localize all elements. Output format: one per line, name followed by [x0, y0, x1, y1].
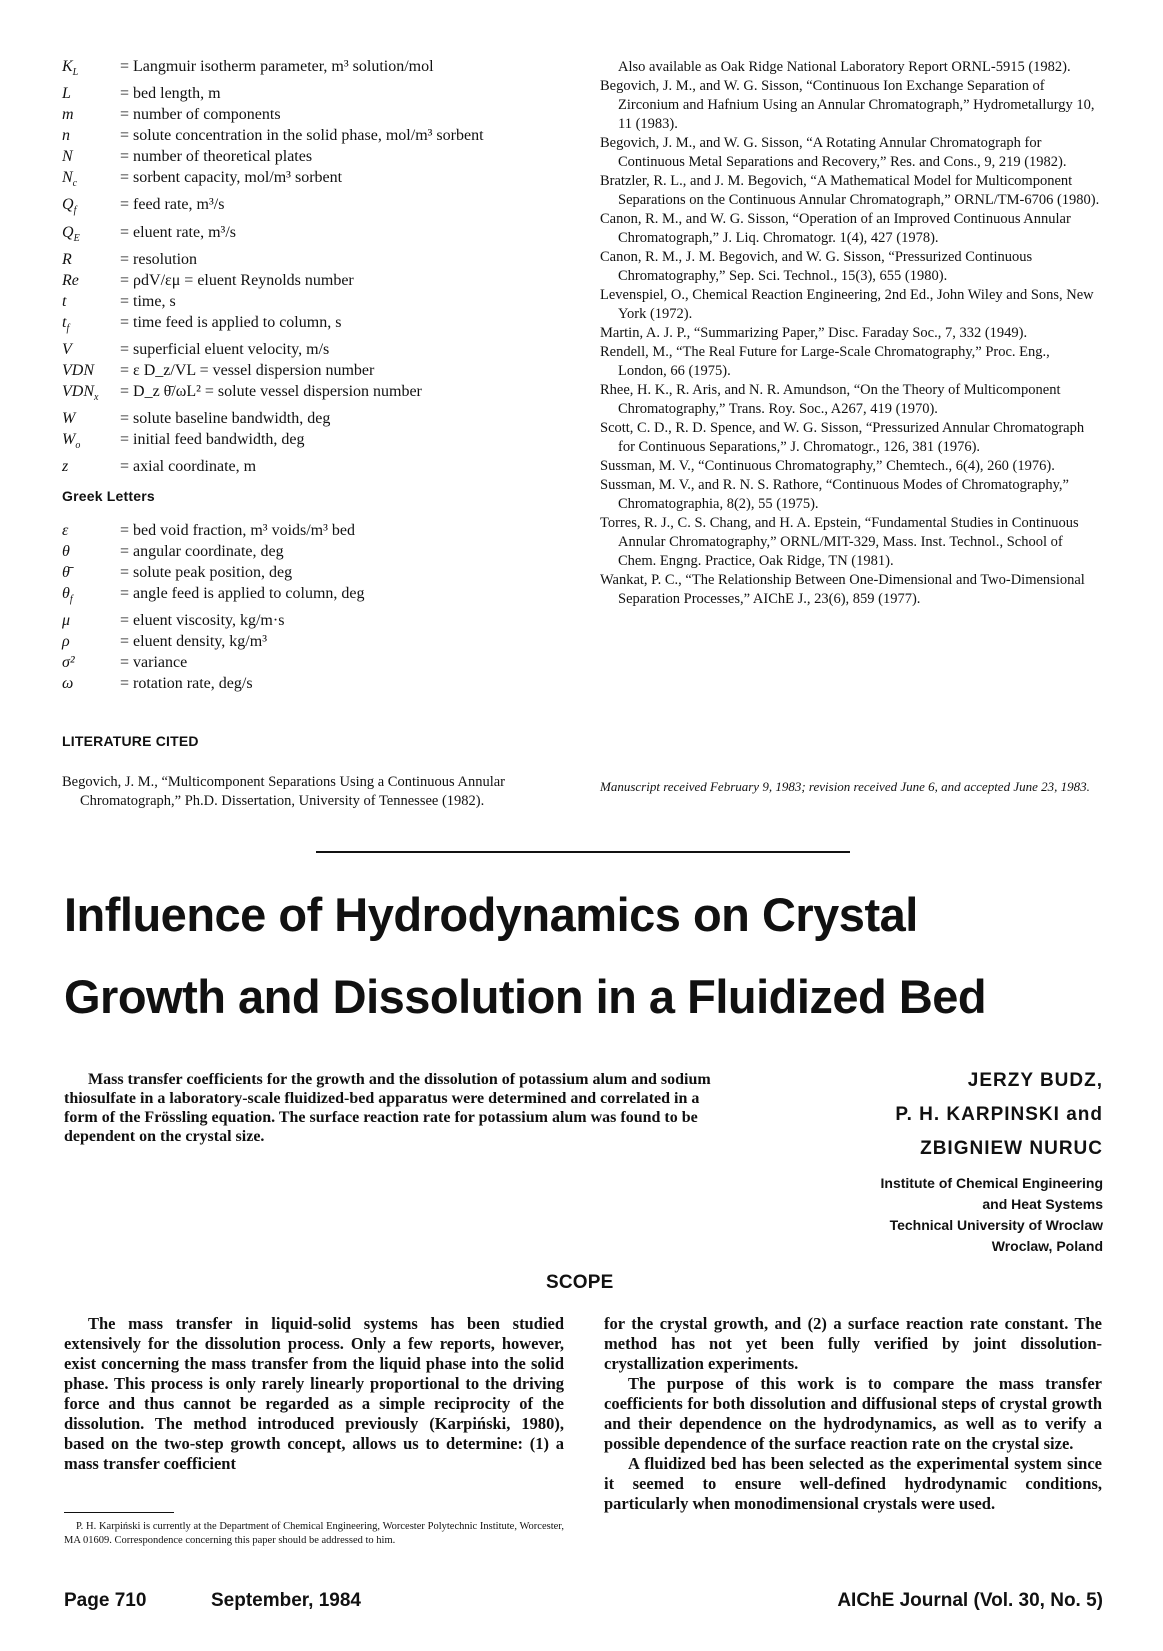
reference-item: Canon, R. M., and W. G. Sisson, “Operation of an Improved Continuous Annular Chromatograph,” J. Liq. Chromatogr. 1(4), 427 (1978). — [600, 211, 1071, 246]
footer-page-number: Page 710 — [64, 1590, 147, 1611]
nom-row — [62, 631, 562, 652]
scope-paragraph: A fluidized bed has been selected as the experimental system since it seemed to ensure well-defined hydrodynamic conditions, particularly when monodimensional crystals were used. — [604, 1454, 1102, 1513]
scope-heading: SCOPE — [546, 1272, 614, 1293]
reference-item: Rhee, H. K., R. Aris, and N. R. Amundson, “On the Theory of Multicomponent Chromatography,” Trans. Roy. Soc., A267, 419 (1970). — [600, 382, 1061, 417]
nom-def: = solute baseline bandwidth, deg — [120, 410, 331, 428]
nom-row — [62, 610, 562, 631]
nom-def: = number of components — [120, 106, 281, 124]
nom-def: = angle feed is applied to column, deg — [120, 585, 365, 602]
nom-row: $K_L$ = Langmuir isotherm parameter, m³ solution/mol — [62, 56, 562, 83]
author-list — [703, 1064, 1103, 1166]
nom-row: $VDN_x$ = D_z θ̄/ωL² = solute vessel dispersion number — [62, 381, 562, 408]
nom-def: = bed length, m — [120, 85, 221, 103]
nom-def: = feed rate, m³/s — [120, 196, 225, 214]
nom-sym: ω — [62, 675, 74, 693]
nomenclature-list — [62, 56, 562, 477]
nom-sym: θ — [62, 543, 70, 560]
nom-row: $Q_f$ = feed rate, m³/s — [62, 194, 562, 221]
nom-def: = initial feed bandwidth, deg — [120, 431, 305, 449]
author-name: JERZY BUDZ, — [967, 1070, 1103, 1091]
nom-row: Re = ρdV/εμ = eluent Reynolds number — [62, 270, 562, 291]
nom-def: = eluent density, kg/m³ — [120, 633, 267, 651]
nom-row: L = bed length, m — [62, 83, 562, 104]
nom-row: VDN = ε D_z/VL = vessel dispersion number — [62, 360, 562, 381]
nom-row: N = number of theoretical plates — [62, 146, 562, 167]
nom-def: = number of theoretical plates — [120, 148, 313, 166]
nom-def: = axial coordinate, m — [120, 458, 257, 476]
reference-begovich-1982: Begovich, J. M., “Multicomponent Separations Using a Continuous Annular Chromatograph,” Ph.D. Dissertation, University of Tennessee (1982). — [62, 774, 506, 809]
nom-row: R = resolution — [62, 249, 562, 270]
manuscript-note: Manuscript received February 9, 1983; revision received June 6, and accepted June 23, 1983. — [600, 779, 1090, 794]
nom-def: = superficial eluent velocity, m/s — [120, 340, 330, 358]
greek-letters-heading: Greek Letters — [62, 488, 155, 504]
nom-row: $W_o$ = initial feed bandwidth, deg — [62, 429, 562, 456]
nom-row — [62, 541, 562, 562]
nom-def: = bed void fraction, m³ voids/m³ bed — [120, 522, 356, 539]
title-divider — [316, 851, 850, 853]
scope-left-column — [64, 1314, 564, 1474]
literature-cited-heading: LITERATURE CITED — [62, 733, 199, 749]
nom-row — [62, 520, 562, 541]
reference-item: Sussman, M. V., and R. N. S. Rathore, “Continuous Modes of Chromatography,” Chromatographia, 8(2), 55 (1975). — [600, 477, 1069, 512]
reference-item: Canon, R. M., J. M. Begovich, and W. G. Sisson, “Pressurized Continuous Chromatography,” Sep. Sci. Technol., 15(3), 655 (1980). — [600, 249, 1033, 284]
footer-journal: AIChE Journal (Vol. 30, No. 5) — [837, 1590, 1103, 1611]
article-title-line-1: Influence of Hydrodynamics on Crystal — [64, 888, 918, 941]
nom-row: W = solute baseline bandwidth, deg — [62, 408, 562, 429]
nom-def: = Langmuir isotherm parameter, m³ solution/mol — [120, 58, 434, 75]
reference-item: Bratzler, R. L., and J. M. Begovich, “A Mathematical Model for Multicomponent Separations on the Continuous Annular Chromatograph,” ORNL/TM-6706 (1980). — [600, 173, 1100, 208]
nom-row: z = axial coordinate, m — [62, 456, 562, 477]
footer-date: September, 1984 — [211, 1590, 361, 1611]
reference-item: Begovich, J. M., and W. G. Sisson, “Continuous Ion Exchange Separation of Zirconium and Hafnium Using an Annular Chromatograph,” Hydrometallurgy 10, 11 (1983). — [600, 78, 1095, 132]
nom-sym: θ̄ — [62, 564, 70, 581]
nom-def: = ε D_z/VL = vessel dispersion number — [120, 361, 375, 379]
nom-row: $N_c$ = sorbent capacity, mol/m³ sorbent — [62, 167, 562, 194]
nom-sym: σ² — [62, 654, 75, 672]
nom-sym: μ — [62, 612, 71, 630]
nom-def: = eluent rate, m³/s — [120, 223, 237, 241]
footnote: P. H. Karpiński is currently at the Department of Chemical Engineering, Worcester Polytechnic Institute, Worcester, MA 01609. Correspondence concerning this paper should be addressed to him. — [64, 1521, 564, 1546]
nom-def: = eluent viscosity, kg/m·s — [120, 612, 285, 630]
greek-list — [62, 520, 562, 694]
nom-def: = sorbent capacity, mol/m³ sorbent — [120, 169, 343, 187]
reference-item: Rendell, M., “The Real Future for Large-Scale Chromatography,” Proc. Eng., London, 66 (1975). — [600, 344, 1050, 379]
affiliation-line: Technical University of Wroclaw — [889, 1217, 1103, 1233]
article-title-line-2: Growth and Dissolution in a Fluidized Bed — [64, 970, 987, 1023]
nom-row — [62, 673, 562, 694]
reference-item: Levenspiel, O., Chemical Reaction Engineering, 2nd Ed., John Wiley and Sons, New York (1972). — [600, 287, 1094, 322]
nom-row: t = time, s — [62, 291, 562, 312]
author-name: ZBIGNIEW NURUC — [920, 1138, 1103, 1159]
nom-row: $t_f$ = time feed is applied to column, s — [62, 312, 562, 339]
nom-def: = resolution — [120, 250, 198, 268]
nom-def: = solute peak position, deg — [120, 564, 293, 581]
affiliation-line: Institute of Chemical Engineering — [880, 1175, 1103, 1191]
reference-item: Begovich, J. M., and W. G. Sisson, “A Rotating Annular Chromatograph for Continuous Metal Separations and Recovery,” Res. and Cons., 9, 219 (1982). — [600, 135, 1067, 170]
footnote-rule — [64, 1512, 174, 1513]
reference-item: Sussman, M. V., “Continuous Chromatography,” Chemtech., 6(4), 260 (1976). — [600, 458, 1055, 474]
nom-sym: ρ — [62, 633, 70, 651]
reference-item: Wankat, P. C., “The Relationship Between One-Dimensional and Two-Dimensional Separation Processes,” AIChE J., 23(6), 859 (1977). — [600, 572, 1085, 607]
nom-row: $Q_E$ = eluent rate, m³/s — [62, 222, 562, 249]
scope-right-column — [604, 1314, 1102, 1514]
reference-item: Torres, R. J., C. S. Chang, and H. A. Epstein, “Fundamental Studies in Continuous Annular Chromatography,” ORNL/MIT-329, Mass. Inst. Technol., School of Chem. Engng. Practice, Oak Ridge, TN (1981). — [600, 515, 1079, 569]
abstract: Mass transfer coefficients for the growth and the dissolution of potassium alum and sodium thiosulfate in a laboratory-scale fluidized-bed apparatus were determined and correlated in a form of the Frössling equation. The surface reaction rate for potassium alum was found to be dependent on the crystal size. — [64, 1071, 711, 1145]
affiliation-line: Wroclaw, Poland — [991, 1238, 1103, 1254]
nom-def: = solute concentration in the solid phase, mol/m³ sorbent — [120, 127, 484, 145]
nom-sym: ε — [62, 522, 69, 539]
nom-row: V = superficial eluent velocity, m/s — [62, 339, 562, 360]
nom-row: $\theta_f$ = angle feed is applied to column, deg — [62, 583, 562, 610]
nom-row: n = solute concentration in the solid phase, mol/m³ sorbent — [62, 125, 562, 146]
scope-paragraph: The mass transfer in liquid-solid systems has been studied extensively for the dissolution process. Only a few reports, however, exist concerning the mass transfer from the liquid phase into the solid phase. This process is only rarely linearly proportional to the driving force and thus cannot be regarded as a simple reciprocity of the dissolution. The method introduced previously (Karpiński, 1980), based on the two-step growth concept, allows us to determine: (1) a mass transfer coefficient — [64, 1314, 564, 1473]
nom-def: = ρdV/εμ = eluent Reynolds number — [120, 271, 354, 289]
scope-paragraph: The purpose of this work is to compare the mass transfer coefficients for both dissolution and diffusional steps of crystal growth and their dependence on the hydrodynamics, as well as to verify a possible dependence of the surface reaction rate on the crystal size. — [604, 1374, 1102, 1453]
nom-row: m = number of components — [62, 104, 562, 125]
affiliation-line: and Heat Systems — [982, 1196, 1103, 1212]
nom-def: = D_z θ̄/ωL² = solute vessel dispersion number — [120, 382, 422, 400]
author-name: P. H. KARPINSKI and — [895, 1104, 1103, 1125]
affiliation — [703, 1173, 1103, 1257]
scope-paragraph: for the crystal growth, and (2) a surface reaction rate constant. The method has not yet been fully verified by joint dissolution-crystallization experiments. — [604, 1314, 1102, 1373]
nom-row — [62, 652, 562, 673]
nom-def: = variance — [120, 654, 188, 672]
nom-def: = rotation rate, deg/s — [120, 675, 253, 693]
reference-item: Also available as Oak Ridge National Laboratory Report ORNL-5915 (1982). — [618, 59, 1071, 75]
reference-item: Martin, A. J. P., “Summarizing Paper,” Disc. Faraday Soc., 7, 332 (1949). — [600, 325, 1028, 341]
reference-list — [600, 58, 1102, 609]
nom-row — [62, 562, 562, 583]
nom-def: = angular coordinate, deg — [120, 543, 284, 560]
nom-def: = time feed is applied to column, s — [120, 313, 342, 331]
nom-def: = time, s — [120, 292, 176, 310]
reference-item: Scott, C. D., R. D. Spence, and W. G. Sisson, “Pressurized Annular Chromatograph for Continuous Separations,” J. Chromatogr., 126, 381 (1976). — [600, 420, 1085, 455]
